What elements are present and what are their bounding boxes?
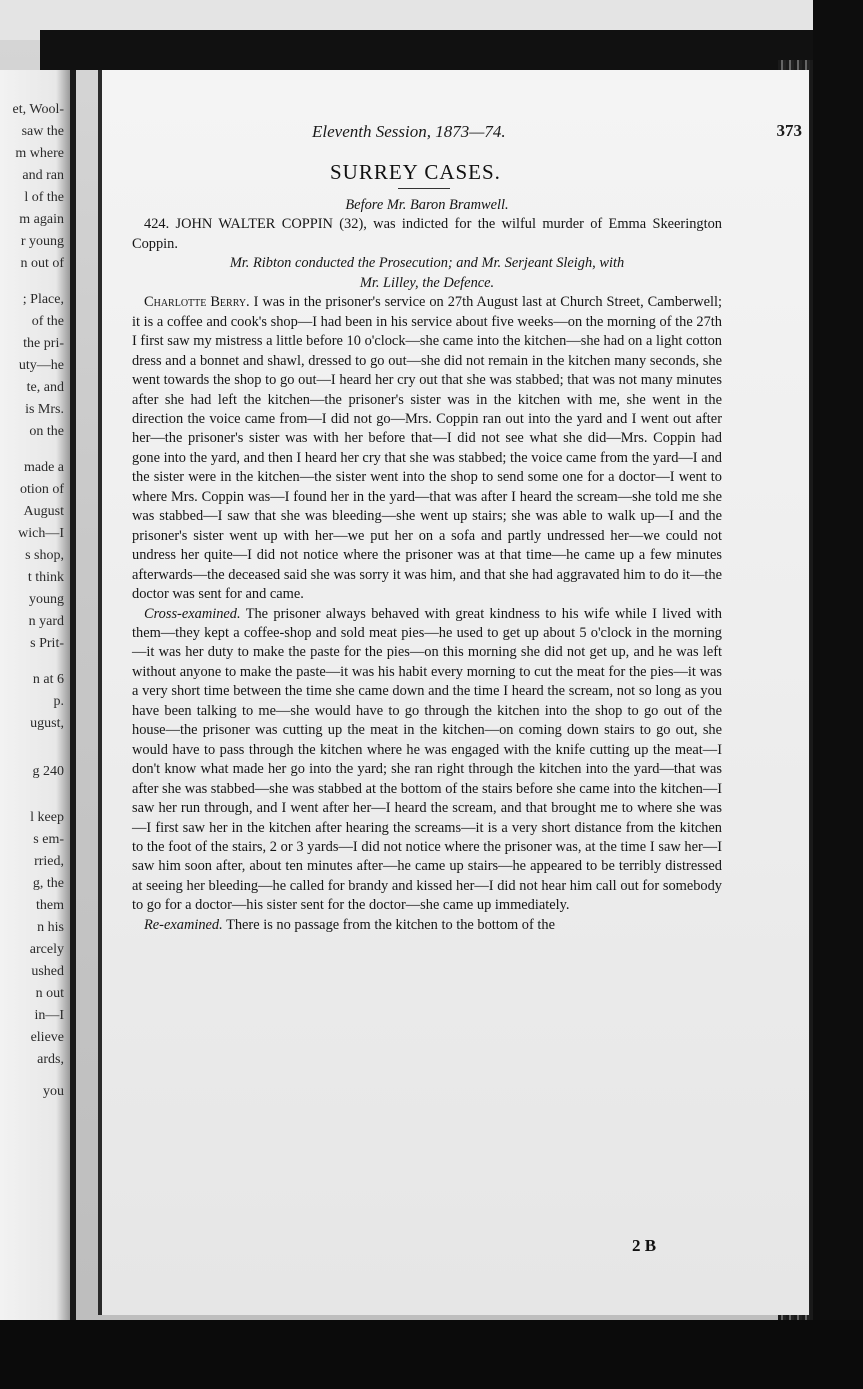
left-page-text-fragment: s em- [33,832,64,847]
left-page-text-fragment: elieve [30,1030,64,1045]
left-page-text-fragment: uty—he [18,358,64,373]
left-page-text-fragment: ugust, [30,716,64,731]
counsel-line-2: Mr. Lilley, the Defence. [359,274,495,291]
book-page [98,70,809,1315]
reexam-text: There is no passage from the kitchen to the bottom of the [226,916,555,933]
left-page-text-fragment: ; Place, [22,292,64,307]
left-page-text-fragment: rried, [34,854,64,869]
right-shadow [813,0,863,1389]
left-page-text-fragment: arcely [29,942,64,957]
testimony-text: I was in the prisoner's service on 27th August last at Church Street, Camberwell; it is a coffee and cook's shop—I had been in his service about five weeks—on the morning of the 27th I first saw my mistress a little before 10 o'clock—she came into the kitchen—she had on a light cotton dress and a bonnet and shawl, dressed to go out—she did not remain in the kitchen many seconds, she went towards the shop to go out—I heard her cry out that she was stabbed; that was not many minutes after she had left the kitchen—the prisoner's sister was in the kitchen with me, she went in the direction the voice came from—I did not go—Mrs. Coppin ran out into the yard and I went out after her—the prisoner's sister was with her before that—I did not see what she did—Mrs. Coppin had gone into the yard, and then I heard her cry that she was stabbed; the voice came from the yard—I and the sister were in the kitchen—the sister went into the shop to send some one for a doctor—I went to where Mrs. Coppin was—I found her in the yard—that was after I heard the scream—she told me she was stabbed—I saw that she was bleeding—she went up stairs; she was able to walk up—I and the prisoner's sister went up with her—we put her on a sofa and partly undressed her—we could not undress her quite—I did not notice where the prisoner was at that time—he came up a few minutes afterwards—the deceased said she was sorry it was him, and that she had aggravated him to do it—the doctor was sent for and came. [132,294,722,603]
cross-examination-paragraph [132,605,722,916]
left-page-text-fragment: n out of [20,256,64,271]
book-top-edge [40,30,840,70]
left-page-text-fragment: g 240 [32,764,64,779]
session-title: Eleventh Session, 1873—74. [312,122,506,141]
left-page-text-fragment: the pri- [23,336,64,351]
page-number: 373 [776,121,802,140]
signature-mark: 2 B [632,1236,657,1255]
cross-text: The prisoner always behaved with great kindness to his wife while I lived with them—they kept a coffee-shop and sold meat pies—he used to get up about 5 o'clock in the morning—it was her duty to make the paste for the pies—on this morning she did not get up, and he was left without anyone to make the paste—it was his habit every morning to cut the meat for the pies—it was a very short time between the time she came down and the time I heard the scream, not so long as you have been talking to me—she would have to go through the kitchen into the shop to go out of the house—the prisoner was cutting up the meat in the kitchen—on coming down stairs to go out, she would have to pass through the kitchen where he was engaged with the knife cutting up the meat—I don't know what made her go into the yard; she ran right through the kitchen into the yard—that was after she was stabbed—she was stabbed at the bottom of the stairs before she came into the kitchen—I saw her run through, and I went after her—I heard the scream, and that brought me to where she was—I first saw her in the kitchen after hearing the screams—it is a very short distance from the kitchen to the foot of the stairs, 2 or 3 yards—I did not notice where the prisoner was, at the time I saw her—I saw him soon after, about ten minutes after—he came up stairs—he appeared to be terribly distressed at seeing her bleeding—he called for brandy and kissed her—I did not hear him call out for somebody to go for a doctor—his sister sent for the doctor—she came up immediately. [132,605,723,914]
left-page-text-fragment: r young [20,234,64,249]
left-page-text-fragment: and ran [22,168,64,183]
left-page-text-fragment: made a [23,460,64,475]
left-page-text-fragment: l keep [30,810,64,825]
testimony-paragraph [132,293,722,604]
left-page-text-fragment: l of the [24,190,64,205]
left-page-text-fragment: saw the [21,124,64,139]
left-page-text-fragment: g, the [32,876,64,891]
left-page-text-fragment: on the [29,424,64,439]
page-body [132,196,722,935]
book-bottom-edge [0,1320,863,1389]
cross-label: Cross-examined. [144,605,241,622]
left-page-text-fragment: t think [27,570,64,585]
judge-line: Before Mr. Baron Bramwell. [345,197,509,213]
left-page-text-fragment: m where [15,146,64,161]
left-page-text-fragment: s shop, [25,548,64,563]
left-page-text-fragment: is Mrs. [25,402,64,417]
left-page-text-fragment: et, Wool- [12,102,64,117]
left-page-text-fragment: you [43,1084,64,1099]
left-page-text-fragment: in—I [34,1008,64,1023]
left-page-text-fragment: otion of [20,482,64,497]
left-page-text-fragment: August [23,504,64,519]
left-page-fragment [0,70,76,1320]
left-page-text-fragment: s Prit- [30,636,64,651]
left-page-text-fragment: of the [31,314,64,329]
left-page-text-fragment: them [36,898,64,913]
left-page-text-fragment: young [29,592,64,607]
left-page-text-fragment: p. [53,694,64,709]
counsel-line-1: Mr. Ribton conducted the Prosecution; and Mr. Serjeant Sleigh, with [229,255,625,272]
running-header [312,121,802,142]
reexam-label: Re-examined. [144,916,223,933]
left-page-text-fragment: n out [35,986,64,1001]
title-rule [398,188,450,189]
left-page-text-fragment: wich—I [18,526,64,541]
section-title: SURREY CASES. [330,160,501,184]
witness-name: Charlotte Berry. [144,294,250,311]
left-page-text-fragment: n his [37,920,64,935]
case-heading: 424. JOHN WALTER COPPIN (32), was indicted for the wilful murder of Emma Skeerington Coppin. [132,216,722,252]
left-page-text-fragment: n yard [28,614,64,629]
left-page-text-fragment: n at 6 [32,672,64,687]
left-page-text-fragment: m again [19,212,64,227]
left-page-text-fragment: ushed [31,964,64,979]
reexamination-paragraph [132,916,722,935]
left-page-text-fragment: ards, [37,1052,64,1067]
left-page-text-fragment: te, and [26,380,64,395]
